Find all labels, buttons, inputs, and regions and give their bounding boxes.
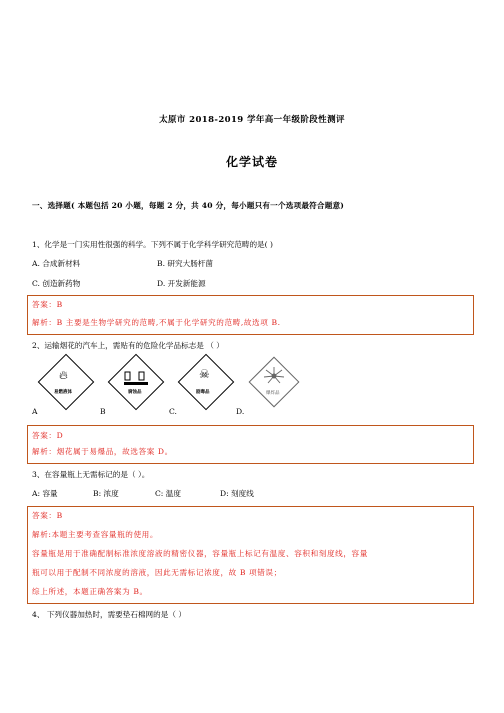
question-2-option-d: D. (236, 407, 245, 416)
flame-icon: 🔥︎ (59, 368, 68, 382)
corrosive-icon (122, 371, 150, 387)
question-2-answer-box (27, 425, 474, 464)
question-1-stem: 1、化学是一门实用性很强的科学。下列不属于化学科学研究范畴的是( ) (32, 240, 273, 249)
question-3-stem: 3、在容量瓶上无需标记的是（ ）。 (32, 470, 150, 479)
question-4-stem: 4、 下列仪器加热时，需要垫石棉网的是（ ） (32, 610, 186, 619)
question-1-option-b: B. 研究大肠杆菌 (157, 259, 213, 268)
sign-d-label: 爆炸品 (266, 391, 280, 396)
question-1-option-c: C. 创造新药物 (32, 279, 81, 288)
question-3-option-c: C: 温度 (155, 489, 181, 498)
question-1-option-a: A. 合成新材料 (32, 259, 81, 268)
exam-title: 太原市 2018-2019 学年高一年级阶段性测评 (159, 115, 345, 125)
question-2-stem: 2、运输烟花的汽车上，需贴有的危险化学品标志是 （ ） (32, 341, 224, 350)
question-1-option-d: D. 开发新能源 (157, 279, 206, 288)
question-2-option-b: B (100, 407, 106, 416)
question-1-answer-box (27, 295, 474, 335)
skull-crossbones-icon: ☠︎ (199, 367, 210, 381)
sign-a-label: 易燃液体 (54, 390, 72, 395)
question-2-answer: 答案：D (32, 431, 64, 440)
question-3-answer: 答案：B (32, 511, 63, 520)
question-1-analysis: 解析：B 主要是生物学研究的范畴,不属于化学研究的范畴,故选项 B. (32, 318, 281, 327)
question-1-answer: 答案：B (32, 300, 63, 309)
section-heading: 一、选择题( 本题包括 20 小题，每题 2 分，共 40 分，每小题只有一个选项最符合题意) (32, 201, 345, 210)
subject-title: 化学试卷 (225, 155, 278, 169)
question-3-option-d: D: 刻度线 (220, 489, 254, 498)
question-3-analysis-line-1: 解析:本题主要考查容量瓶的使用。 (32, 530, 159, 539)
question-2-analysis: 解析：烟花属于易爆品，故选答案 D。 (32, 447, 173, 456)
toxic-sign (178, 354, 235, 411)
question-3-analysis-line-4: 综上所述，本题正确答案为 B。 (32, 587, 148, 596)
question-3-analysis-line-3: 瓶可以用于配制不同浓度的溶液，因此无需标记浓度，故 B 项错误； (32, 568, 282, 577)
sign-c-label: 剧毒品 (196, 390, 210, 395)
question-3-option-b: B: 浓度 (93, 489, 119, 498)
question-3-option-a: A: 容量 (32, 489, 58, 498)
question-3-answer-box (27, 506, 474, 604)
question-2-option-a: A (32, 407, 38, 416)
explosion-icon (263, 366, 285, 386)
question-3-analysis-line-2: 容量瓶是用于准确配制标准浓度溶液的精密仪器，容量瓶上标记有温度、容积和刻度线，容量 (32, 549, 368, 558)
sign-b-label: 腐蚀品 (128, 390, 142, 395)
question-2-option-c: C. (169, 407, 177, 416)
